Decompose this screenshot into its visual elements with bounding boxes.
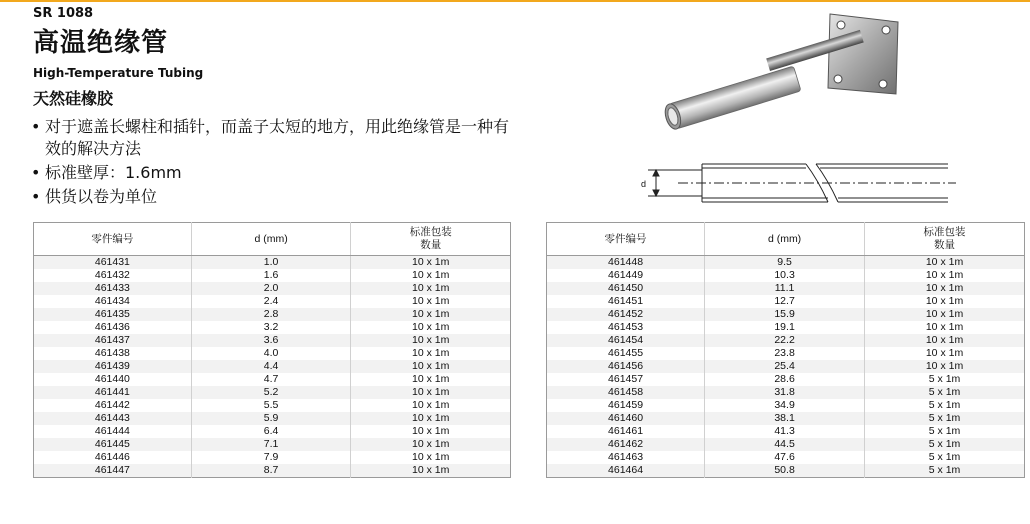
part-number-cell: 461440: [94, 373, 130, 385]
diameter-cell: 2.0: [191, 282, 351, 295]
column-header-diameter: d (mm): [191, 223, 351, 256]
table-row: [547, 308, 1025, 321]
package-cell: 5 x 1m: [865, 386, 1025, 399]
package-cell: 10 x 1m: [351, 256, 511, 270]
package-cell: 10 x 1m: [351, 438, 511, 451]
part-number-cell: 461446: [94, 451, 130, 463]
diameter-cell: 28.6: [705, 373, 865, 386]
column-header-diameter: d (mm): [705, 223, 865, 256]
table-row: [547, 425, 1025, 438]
table-row: [34, 386, 511, 399]
part-number-cell: 461442: [94, 399, 130, 411]
package-cell: 10 x 1m: [865, 334, 1025, 347]
table-row: [34, 451, 511, 464]
dimension-label: d: [641, 179, 647, 189]
diameter-cell: 2.4: [191, 295, 351, 308]
package-cell: 5 x 1m: [865, 451, 1025, 464]
part-number-cell: 461450: [547, 282, 705, 295]
package-cell: 10 x 1m: [865, 308, 1025, 321]
package-cell: 10 x 1m: [865, 295, 1025, 308]
page-subtitle: High-Temperature Tubing: [33, 66, 204, 80]
diameter-cell: 7.1: [191, 438, 351, 451]
table-row: [547, 412, 1025, 425]
column-header-part: 零件编号: [34, 223, 192, 256]
parts-table-right: [546, 222, 1025, 478]
diameter-cell: 12.7: [705, 295, 865, 308]
part-number-cell: 461433: [34, 282, 192, 295]
product-code: SR 1088: [33, 6, 94, 21]
package-cell: 5 x 1m: [865, 464, 1025, 478]
part-number-cell: 461452: [547, 308, 705, 321]
table-row: [547, 438, 1025, 451]
part-number-cell: 461444: [94, 425, 130, 437]
part-number-cell: 461460: [547, 412, 705, 425]
diameter-cell: 34.9: [705, 399, 865, 412]
package-cell: 10 x 1m: [351, 321, 511, 334]
part-number-cell: 461451: [608, 295, 644, 307]
table-row: [34, 438, 511, 451]
part-number-cell: 461439: [34, 360, 192, 373]
table-row: [547, 347, 1025, 360]
part-number-cell: 461463: [608, 451, 644, 463]
part-number-cell: 461432: [94, 269, 130, 281]
diameter-cell: 9.5: [705, 256, 865, 270]
table-row: [34, 425, 511, 438]
package-cell: 10 x 1m: [351, 373, 511, 386]
diameter-cell: 3.2: [191, 321, 351, 334]
diameter-cell: 15.9: [705, 308, 865, 321]
diameter-cell: 5.9: [191, 412, 351, 425]
part-number-cell: 461461: [608, 425, 644, 437]
table-row: [34, 399, 511, 412]
package-cell: 10 x 1m: [865, 321, 1025, 334]
feature-item: • 对于遮盖长螺柱和插针，而盖子太短的地方，用此绝缘管是一种有效的解决方法: [31, 116, 511, 160]
table-row: [547, 451, 1025, 464]
table-row: [34, 282, 511, 295]
part-number-cell: 461436: [94, 321, 130, 333]
package-cell: 10 x 1m: [865, 360, 1025, 373]
diameter-cell: 1.0: [191, 256, 351, 270]
diameter-cell: 3.6: [191, 334, 351, 347]
diameter-cell: 10.3: [705, 269, 865, 282]
package-cell: 10 x 1m: [351, 412, 511, 425]
part-number-cell: 461459: [608, 399, 644, 411]
package-cell: 5 x 1m: [865, 399, 1025, 412]
tubing-product-image: [650, 8, 910, 153]
diameter-cell: 31.8: [705, 386, 865, 399]
package-cell: 10 x 1m: [351, 399, 511, 412]
parts-table-left-body: [34, 256, 511, 478]
part-number-cell: 461443: [34, 412, 192, 425]
diameter-cell: 38.1: [705, 412, 865, 425]
part-number-cell: 461431: [34, 256, 192, 270]
diameter-cell: 50.8: [705, 464, 865, 478]
package-cell: 10 x 1m: [865, 282, 1025, 295]
feature-item: • 标准壁厚：1.6mm: [31, 162, 511, 184]
package-cell: 10 x 1m: [351, 451, 511, 464]
diameter-cell: 4.7: [191, 373, 351, 386]
part-number-cell: 461448: [547, 256, 705, 270]
part-number-cell: 461457: [608, 373, 644, 385]
part-number-cell: 461449: [608, 269, 644, 281]
parts-table-left: [33, 222, 511, 478]
package-cell: 5 x 1m: [865, 425, 1025, 438]
part-number-cell: 461447: [34, 464, 192, 478]
table-row: [34, 334, 511, 347]
package-cell: 10 x 1m: [865, 269, 1025, 282]
column-header-package: 标准包装 数量: [351, 223, 511, 256]
diameter-cell: 4.0: [191, 347, 351, 360]
diameter-cell: 5.5: [191, 399, 351, 412]
page-title: 高温绝缘管: [33, 28, 169, 58]
package-cell: 10 x 1m: [351, 347, 511, 360]
package-cell: 10 x 1m: [351, 360, 511, 373]
part-number-cell: 461437: [34, 334, 192, 347]
package-cell: 10 x 1m: [351, 308, 511, 321]
package-cell: 10 x 1m: [351, 464, 511, 478]
table-row: [34, 360, 511, 373]
diameter-cell: 23.8: [705, 347, 865, 360]
table-row: [34, 295, 511, 308]
column-header-package: 标准包装 数量: [865, 223, 1025, 256]
package-cell: 5 x 1m: [865, 412, 1025, 425]
table-row: [547, 256, 1025, 270]
table-row: [547, 360, 1025, 373]
diameter-cell: 19.1: [705, 321, 865, 334]
feature-item: • 供货以卷为单位: [31, 186, 511, 208]
diameter-cell: 2.8: [191, 308, 351, 321]
table-row: [34, 256, 511, 270]
diameter-cell: 7.9: [191, 451, 351, 464]
package-cell: 10 x 1m: [865, 256, 1025, 270]
part-number-cell: 461445: [34, 438, 192, 451]
part-number-cell: 461434: [94, 295, 130, 307]
part-number-cell: 461454: [547, 334, 705, 347]
diameter-cell: 11.1: [705, 282, 865, 295]
table-row: [34, 373, 511, 386]
part-number-cell: 461458: [547, 386, 705, 399]
diameter-cell: 6.4: [191, 425, 351, 438]
diameter-cell: 41.3: [705, 425, 865, 438]
diameter-cell: 25.4: [705, 360, 865, 373]
parts-table-right-body: [547, 256, 1025, 478]
part-number-cell: 461438: [94, 347, 130, 359]
diameter-cell: 4.4: [191, 360, 351, 373]
package-cell: 10 x 1m: [351, 425, 511, 438]
dimension-diagram: [638, 158, 958, 214]
part-number-cell: 461462: [547, 438, 705, 451]
table-row: [34, 464, 511, 478]
package-cell: 10 x 1m: [351, 334, 511, 347]
table-row: [34, 269, 511, 282]
table-row: [34, 308, 511, 321]
table-row: [547, 386, 1025, 399]
package-cell: 10 x 1m: [351, 269, 511, 282]
diameter-cell: 44.5: [705, 438, 865, 451]
diameter-cell: 22.2: [705, 334, 865, 347]
column-header-part: 零件编号: [547, 223, 705, 256]
diameter-cell: 8.7: [191, 464, 351, 478]
table-row: [547, 282, 1025, 295]
material-heading: 天然硅橡胶: [33, 89, 114, 108]
table-row: [547, 334, 1025, 347]
table-row: [34, 412, 511, 425]
package-cell: 10 x 1m: [351, 295, 511, 308]
accent-bar: [0, 0, 1030, 2]
part-number-cell: 461453: [608, 321, 644, 333]
table-row: [547, 464, 1025, 478]
package-cell: 5 x 1m: [865, 373, 1025, 386]
table-row: [547, 269, 1025, 282]
table-row: [547, 373, 1025, 386]
part-number-cell: 461435: [34, 308, 192, 321]
table-row: [547, 399, 1025, 412]
part-number-cell: 461441: [34, 386, 192, 399]
package-cell: 10 x 1m: [351, 386, 511, 399]
package-cell: 5 x 1m: [865, 438, 1025, 451]
feature-list: [31, 116, 511, 210]
diameter-cell: 1.6: [191, 269, 351, 282]
package-cell: 10 x 1m: [865, 347, 1025, 360]
table-row: [34, 321, 511, 334]
table-row: [547, 321, 1025, 334]
table-row: [34, 347, 511, 360]
table-row: [547, 295, 1025, 308]
part-number-cell: 461456: [547, 360, 705, 373]
part-number-cell: 461455: [608, 347, 644, 359]
package-cell: 10 x 1m: [351, 282, 511, 295]
part-number-cell: 461464: [547, 464, 705, 478]
diameter-cell: 47.6: [705, 451, 865, 464]
diameter-cell: 5.2: [191, 386, 351, 399]
